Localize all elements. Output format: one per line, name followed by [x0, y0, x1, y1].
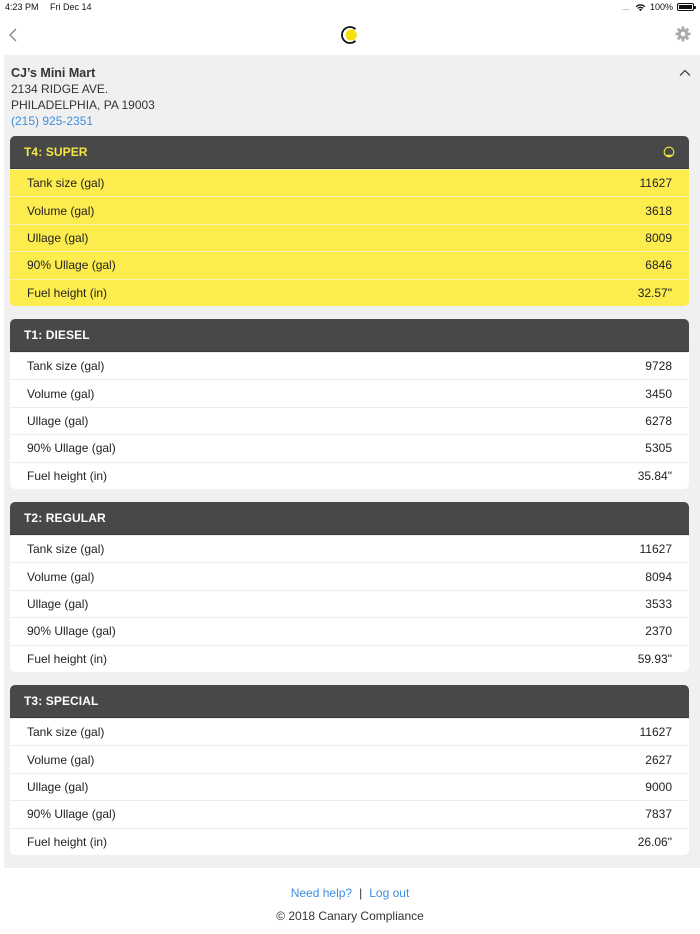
site-address-line2: PHILADELPHIA, PA 19003: [11, 98, 155, 112]
row-value: 6846: [645, 258, 672, 273]
tank-row-volume: [10, 562, 689, 589]
row-value: 7837: [645, 807, 672, 822]
row-label: Fuel height (in): [27, 285, 108, 300]
back-button[interactable]: [6, 26, 22, 44]
row-label: Volume (gal): [27, 569, 95, 584]
tank-row-tank-size: [10, 352, 689, 379]
row-value: 9728: [645, 359, 672, 374]
row-label: Volume (gal): [27, 752, 95, 767]
row-value: 3533: [645, 596, 672, 611]
canary-logo-icon: [340, 25, 360, 45]
row-value: 8009: [645, 230, 672, 245]
log-out-link[interactable]: Log out: [369, 886, 410, 900]
signal-icon: .....: [621, 2, 629, 12]
edge-divider: [0, 833, 4, 868]
row-value: 35.84": [637, 468, 672, 483]
row-label: Ullage (gal): [27, 230, 89, 245]
main-content: [4, 55, 700, 868]
site-name: CJ’s Mini Mart: [11, 66, 96, 80]
tank-level-low-icon: [663, 146, 675, 158]
row-label: Fuel height (in): [27, 651, 108, 666]
row-value: 2627: [645, 752, 672, 767]
tank-card-t3-special[interactable]: [10, 685, 689, 855]
tank-row-90-ullage: [10, 800, 689, 827]
row-value: 6278: [645, 413, 672, 428]
tank-card-t4-super[interactable]: [10, 136, 689, 306]
row-label: Volume (gal): [27, 203, 95, 218]
tank-row-ullage: [10, 590, 689, 617]
tank-title: T1: DIESEL: [24, 328, 90, 342]
tank-row-volume: [10, 745, 689, 772]
tank-row-ullage: [10, 224, 689, 251]
status-time: 4:23 PM: [5, 2, 39, 12]
tank-row-tank-size: [10, 169, 689, 196]
row-value: 59.93": [637, 651, 672, 666]
row-value: 3450: [645, 386, 672, 401]
row-label: Tank size (gal): [27, 176, 105, 191]
battery-full-icon: [677, 3, 694, 11]
tank-card-t1-diesel[interactable]: [10, 319, 689, 489]
row-label: Tank size (gal): [27, 725, 105, 740]
site-info: [11, 66, 155, 129]
row-label: Ullage (gal): [27, 779, 89, 794]
status-date: Fri Dec 14: [50, 2, 92, 12]
row-value: 5305: [645, 441, 672, 456]
tank-row-volume: [10, 379, 689, 406]
gear-icon: [675, 26, 691, 42]
row-label: 90% Ullage (gal): [27, 624, 116, 639]
tank-header[interactable]: [10, 502, 689, 535]
row-value: 11627: [639, 725, 672, 740]
row-value: 26.06": [637, 834, 672, 849]
row-value: 2370: [645, 624, 672, 639]
tank-title: T2: REGULAR: [24, 511, 106, 525]
chevron-up-icon: [678, 68, 692, 78]
footer-separator: |: [359, 886, 363, 900]
row-value: 9000: [645, 779, 672, 794]
row-value: 11627: [639, 176, 672, 191]
tank-row-fuel-height: [10, 645, 689, 672]
site-address-line1: 2134 RIDGE AVE.: [11, 82, 109, 96]
row-value: 3618: [645, 203, 672, 218]
row-value: 11627: [639, 542, 672, 557]
tank-row-ullage: [10, 773, 689, 800]
row-value: 32.57": [637, 285, 672, 300]
collapse-site-button[interactable]: [678, 65, 692, 75]
tank-header[interactable]: [10, 319, 689, 352]
status-bar: [0, 0, 700, 16]
row-value: 8094: [645, 569, 672, 584]
tank-header[interactable]: [10, 685, 689, 718]
footer-links: [0, 886, 700, 900]
tank-row-tank-size: [10, 718, 689, 745]
chevron-left-icon: [6, 26, 22, 44]
row-label: 90% Ullage (gal): [27, 807, 116, 822]
tank-row-90-ullage: [10, 617, 689, 644]
row-label: Volume (gal): [27, 386, 95, 401]
settings-button[interactable]: [675, 26, 691, 42]
row-label: Fuel height (in): [27, 468, 108, 483]
footer: [0, 868, 700, 934]
row-label: Ullage (gal): [27, 596, 89, 611]
row-label: Fuel height (in): [27, 834, 108, 849]
row-label: 90% Ullage (gal): [27, 258, 116, 273]
row-label: 90% Ullage (gal): [27, 441, 116, 456]
tank-row-90-ullage: [10, 434, 689, 461]
tank-row-fuel-height: [10, 462, 689, 489]
tank-title: T3: SPECIAL: [24, 694, 99, 708]
tank-card-t2-regular[interactable]: [10, 502, 689, 672]
battery-percent: 100%: [649, 2, 673, 12]
tank-title: T4: SUPER: [24, 145, 88, 159]
canary-logo: [340, 25, 360, 45]
need-help-link[interactable]: Need help?: [290, 886, 353, 900]
tank-row-fuel-height: [10, 828, 689, 855]
nav-bar: [0, 16, 700, 55]
tank-row-volume: [10, 196, 689, 223]
tank-row-tank-size: [10, 535, 689, 562]
row-label: Tank size (gal): [27, 359, 105, 374]
copyright: © 2018 Canary Compliance: [276, 909, 424, 923]
tank-row-ullage: [10, 407, 689, 434]
tank-header[interactable]: [10, 136, 689, 169]
tank-row-fuel-height: [10, 279, 689, 306]
wifi-icon: [635, 3, 646, 12]
site-phone-link[interactable]: (215) 925-2351: [11, 114, 94, 128]
tank-row-90-ullage: [10, 251, 689, 278]
row-label: Ullage (gal): [27, 413, 89, 428]
row-label: Tank size (gal): [27, 542, 105, 557]
